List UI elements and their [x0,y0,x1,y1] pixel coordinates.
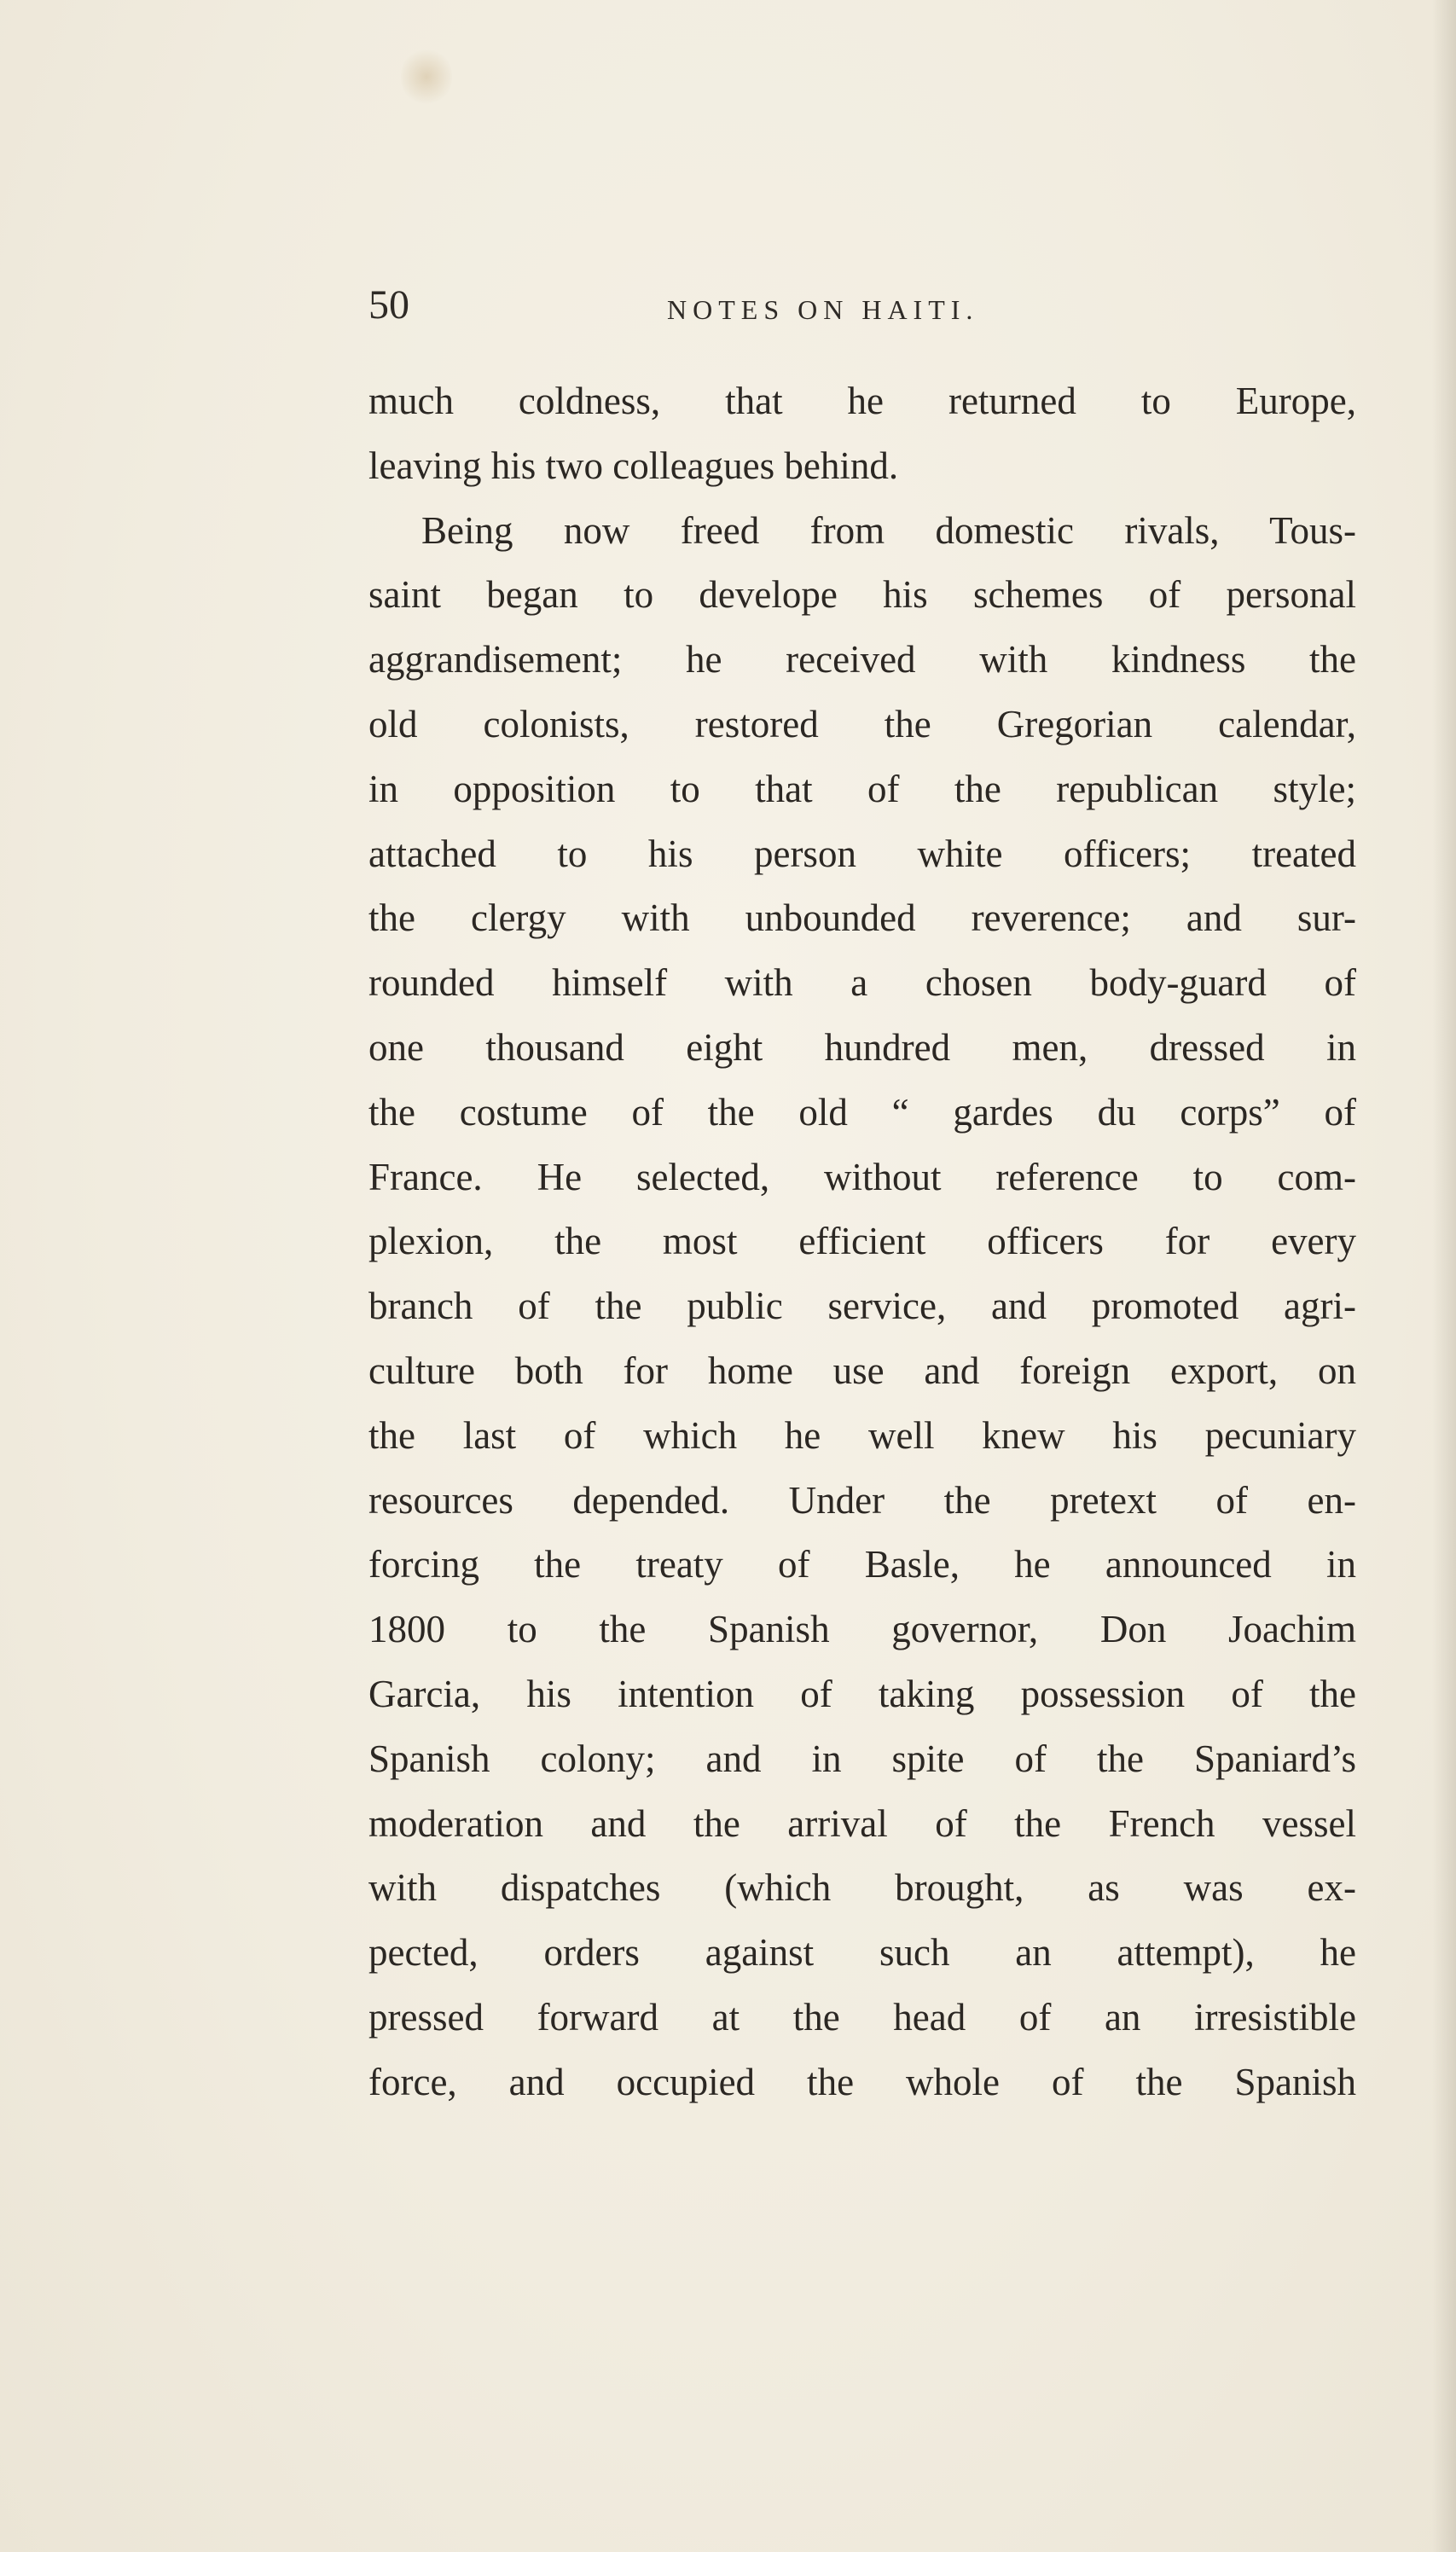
text-line: France. He selected, without reference to com- [368,1155,1356,1198]
text-line: the costume of the old “ gardes du corps” of [368,1090,1356,1134]
page-number: 50 [368,282,409,328]
text-line: 1800 to the Spanish governor, Don Joachim [368,1608,1356,1651]
running-title: NOTES ON HAITI. [667,294,979,325]
text-line: one thousand eight hundred men, dressed in [368,1025,1356,1069]
text-line: with dispatches (which brought, as was ex- [368,1866,1356,1910]
page-gutter-shadow [1432,0,1456,2552]
text-line: in opposition to that of the republican style; [368,767,1356,810]
running-head [368,271,1356,339]
text-line: Spanish colony; and in spite of the Spaniard’s [368,1737,1356,1780]
text-line: pected, orders against such an attempt), he [368,1931,1356,1975]
text-line: the last of which he well knew his pecuniary [368,1413,1356,1457]
text-line: moderation and the arrival of the French vessel [368,1801,1356,1845]
text-line: saint began to develope his schemes of personal [368,573,1356,617]
paper-stain [401,47,452,107]
text-line: Being now freed from domestic rivals, Tous- [421,508,1356,552]
text-line: branch of the public service, and promoted agri- [368,1285,1356,1328]
text-line: aggrandisement; he received with kindness the [368,638,1356,682]
text-line: old colonists, restored the Gregorian calendar, [368,702,1356,745]
text-line: much coldness, that he returned to Europe, [368,380,1356,422]
text-line: attached to his person white officers; treated [368,832,1356,875]
text-line: leaving his two colleagues behind. [368,444,899,487]
text-line: resources depended. Under the pretext of en- [368,1478,1356,1522]
text-line: pressed forward at the head of an irresistible [368,1995,1356,2039]
text-line: force, and occupied the whole of the Spanish [368,2060,1356,2103]
body-text [368,369,1356,2115]
text-line: Garcia, his intention of taking possession of the [368,1672,1356,1715]
text-line: forcing the treaty of Basle, he announced in [368,1543,1356,1586]
text-line: culture both for home use and foreign export, on [368,1348,1356,1392]
text-line: rounded himself with a chosen body-guard of [368,961,1356,1005]
text-line: the clergy with unbounded reverence; and sur- [368,896,1356,940]
text-line: plexion, the most efficient officers for every [368,1220,1356,1263]
